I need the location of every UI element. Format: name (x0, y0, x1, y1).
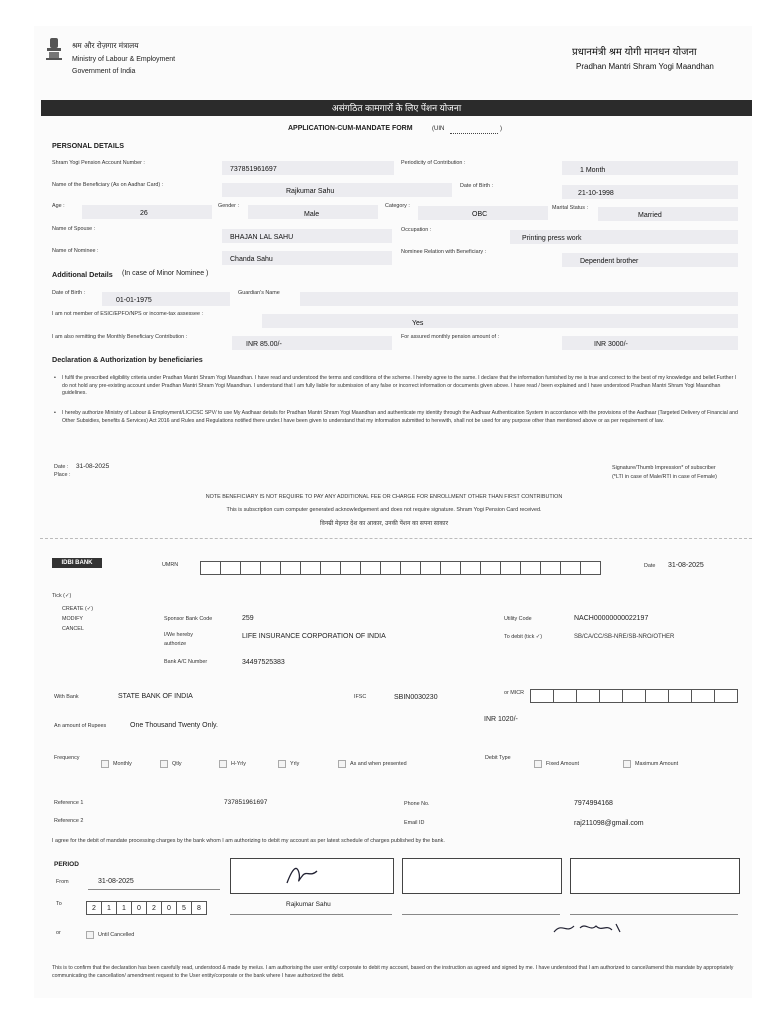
place-label: Place : (54, 472, 71, 478)
umrn-cell[interactable] (241, 561, 261, 575)
additional-note: (In case of Minor Nominee ) (122, 270, 209, 277)
minor-dob-label: Date of Birth : (52, 290, 85, 296)
until-cancelled-checkbox[interactable] (86, 931, 94, 939)
uin-field[interactable] (450, 133, 498, 134)
umrn-cell[interactable] (441, 561, 461, 575)
handwriting-mark-icon (550, 918, 630, 938)
pension-field[interactable] (562, 336, 738, 350)
personal-heading: PERSONAL DETAILS (52, 141, 125, 150)
occupation-label: Occupation : (401, 227, 432, 233)
freq-hyrly: H-Yrly (231, 761, 246, 767)
guardian-label: Guardian's Name (238, 290, 280, 296)
nominee-value: Chanda Sahu (230, 256, 273, 263)
max-amount: Maximum Amount (635, 761, 679, 767)
decl-date-label: Date : (54, 464, 69, 470)
to-digit: 5 (177, 901, 192, 915)
periodicity-label: Periodicity of Contribution : (401, 160, 466, 166)
umrn-cell[interactable] (321, 561, 341, 575)
signature-box-3[interactable] (570, 858, 740, 894)
micr-cell[interactable] (577, 689, 600, 703)
umrn-cell[interactable] (561, 561, 581, 575)
freq-asneeded-checkbox[interactable] (338, 760, 346, 768)
acct-value: 34497525383 (242, 659, 285, 666)
to-digit: 1 (102, 901, 117, 915)
amount-number: INR 1020/- (484, 716, 518, 723)
dob-label: Date of Birth : (460, 183, 493, 189)
utility-value: NACH00000000022197 (574, 615, 649, 622)
declaration-heading: Declaration & Authorization by beneficiaries (52, 355, 203, 364)
micr-cell[interactable] (600, 689, 623, 703)
freq-yrly-checkbox[interactable] (278, 760, 286, 768)
email-value: raj211098@gmail.com (574, 820, 644, 827)
fixed-amount-checkbox[interactable] (534, 760, 542, 768)
minor-dob-value: 01-01-1975 (116, 297, 152, 304)
gender-value: Male (304, 211, 320, 218)
agree-text: I agree for the debit of mandate processing charges by the bank whom I am authorizing to debit my account as per latest schedule of charges published by the bank. (52, 838, 445, 844)
signer-line-2 (402, 914, 560, 915)
max-amount-checkbox[interactable] (623, 760, 631, 768)
spouse-value: BHAJAN LAL SAHU (230, 234, 294, 241)
esic-label: I am not member of ESIC/EPFO/NPS or income-tax assessee : (52, 311, 203, 317)
or-label: or (56, 930, 61, 936)
umrn-cell[interactable] (261, 561, 281, 575)
umrn-cell[interactable] (381, 561, 401, 575)
declaration-para-1: I fulfil the prescribed eligibility criteria under Pradhan Mantri Shram Yogi Maandhan. I have read and understood the terms and conditions of the scheme. I hereby agree to the same. I declare that the information furnished by me is true and correct to the best of my knowledge and belief.Further I do not hold any pre-existing account under Pradhan Mantri Shram Yogi Maandhan. I understand that I am fully liable for submission of any false or incorrect information or documents given above. I have read / been explained and I have understood Pradhan Mantri Shram Yogi Maandhan guidelines. (62, 375, 737, 397)
guardian-field[interactable] (300, 292, 738, 306)
umrn-cell[interactable] (341, 561, 361, 575)
fixed-amount: Fixed Amount (546, 761, 579, 767)
phone-value: 7974994168 (574, 800, 613, 807)
from-value: 31-08-2025 (98, 878, 134, 885)
freq-qtly-checkbox[interactable] (160, 760, 168, 768)
withbank-label: With Bank (54, 694, 79, 700)
from-label: From (56, 879, 69, 885)
esic-field[interactable] (262, 314, 738, 328)
bullet-2: • (54, 410, 56, 416)
ref2-label: Reference 2 (54, 818, 84, 824)
mandate-divider (40, 538, 752, 539)
to-date-boxes[interactable] (86, 901, 207, 915)
from-underline (88, 889, 220, 890)
authorize-label: I/We hereby (164, 632, 193, 638)
micr-cell[interactable] (646, 689, 669, 703)
remit-label: I am also remitting the Monthly Beneficiary Contribution : (52, 334, 188, 340)
ref1-label: Reference 1 (54, 800, 84, 806)
spouse-label: Name of Spouse : (52, 226, 96, 232)
signature-box-1[interactable] (230, 858, 394, 894)
signature-note: (*LTI in case of Male/RTI in case of Female) (612, 474, 717, 480)
marital-label: Marital Status : (552, 205, 588, 211)
tick-label: Tick (✓) (52, 593, 72, 599)
freq-yrly: Yrly (290, 761, 300, 767)
micr-cell[interactable] (554, 689, 577, 703)
nominee-label: Name of Nominee : (52, 248, 99, 254)
ministry-name: Ministry of Labour & Employment (72, 56, 176, 63)
freq-asneeded: As and when presented (350, 761, 407, 767)
dob-value: 21-10-1998 (578, 190, 614, 197)
banner-text: असंगठित कामगारों के लिए पेंशन योजना (331, 103, 462, 113)
frequency-label: Frequency (54, 755, 80, 761)
esic-value: Yes (412, 320, 424, 327)
marital-field[interactable] (598, 207, 738, 221)
additional-heading: Additional Details (52, 270, 113, 279)
signer-line-1 (230, 914, 392, 915)
micr-cell[interactable] (669, 689, 692, 703)
signer-name: Rajkumar Sahu (286, 901, 331, 908)
modify-option[interactable]: MODIFY (62, 616, 83, 622)
cancel-option[interactable]: CANCEL (62, 626, 84, 632)
category-value: OBC (472, 211, 488, 218)
freq-monthly: Monthly (113, 761, 132, 767)
umrn-cell[interactable] (501, 561, 521, 575)
period-label: PERIOD (54, 861, 79, 868)
micr-cell[interactable] (531, 689, 554, 703)
uin-close: ) (500, 126, 502, 132)
account-value: 737851961697 (230, 166, 277, 173)
remit-value: INR 85.00/- (246, 341, 282, 348)
marital-value: Married (638, 212, 662, 219)
sponsor-label: Sponsor Bank Code (164, 616, 213, 622)
micr-cell[interactable] (623, 689, 646, 703)
to-digit: 0 (162, 901, 177, 915)
declaration-para-2: I hereby authorize Ministry of Labour & Employment/LIC/CSC SPV/ to use My Aadhaar details for Pradhan Mantri Shram Yogi Maandhan and authenticate my identity through the Aadhaar Authentication System in accordance with the provisions of the Aadhaar (Targeted Delivery of Financial and Other Subsidies, benefits & Services) Act 2016 and Rules and Regulations notified there under.I have been given to understand that my information submitted to herewith, shall not be used for any purpose other than mentioned above or as per requirement of law. (62, 410, 738, 424)
authorize-value: LIFE INSURANCE CORPORATION OF INDIA (242, 633, 386, 640)
to-digit: 2 (147, 901, 162, 915)
umrn-cell[interactable] (581, 561, 601, 575)
phone-label: Phone No. (404, 801, 430, 807)
periodicity-value: 1 Month (580, 167, 606, 174)
category-label: Category : (385, 203, 410, 209)
until-cancelled: Until Cancelled (98, 932, 135, 938)
idbi-logo-text: IDBI BANK (61, 560, 93, 566)
scheme-english: Pradhan Mantri Shram Yogi Maandhan (576, 62, 714, 71)
micr-cell[interactable] (715, 689, 738, 703)
name-value: Rajkumar Sahu (286, 188, 335, 195)
signature-box-2[interactable] (402, 858, 562, 894)
relation-label: Nominee Relation with Beneficiary : (401, 249, 487, 255)
umrn-boxes[interactable] (200, 561, 601, 575)
name-label: Name of the Beneficiary (As on Aadhar Card) : (52, 182, 164, 188)
authorize-label-2: authorize (164, 641, 187, 647)
create-option[interactable]: CREATE (✓) (62, 606, 94, 612)
signature-icon (283, 863, 323, 889)
umrn-cell[interactable] (301, 561, 321, 575)
amount-words: One Thousand Twenty Only. (130, 722, 218, 729)
occupation-value: Printing press work (522, 235, 582, 242)
account-label: Shram Yogi Pension Account Number : (52, 160, 145, 166)
sponsor-value: 259 (242, 615, 254, 622)
form-title: APPLICATION-CUM-MANDATE FORM (288, 125, 413, 132)
umrn-cell[interactable] (541, 561, 561, 575)
amount-label: An amount of Rupees (54, 723, 107, 729)
umrn-cell[interactable] (201, 561, 221, 575)
ifsc-value: SBIN0030230 (394, 694, 438, 701)
banner (41, 100, 752, 116)
freq-hyrly-checkbox[interactable] (219, 760, 227, 768)
umrn-cell[interactable] (481, 561, 501, 575)
decl-date-value: 31-08-2025 (76, 463, 110, 470)
signer-line-3 (570, 914, 738, 915)
idbi-logo (52, 558, 102, 568)
debit-type-label: Debit Type (485, 755, 511, 761)
micr-cell[interactable] (692, 689, 715, 703)
to-digit: 0 (132, 901, 147, 915)
umrn-cell[interactable] (281, 561, 301, 575)
emblem-icon (44, 36, 64, 62)
mandate-date-label: Date (644, 563, 656, 569)
note-ack: This is subscription cum computer generated acknowledgement and does not require signature. Shram Yogi Pension Card received. (226, 507, 542, 513)
age-value: 26 (140, 210, 148, 217)
gender-label: Gender : (218, 203, 239, 209)
micr-label: or MICR (504, 690, 525, 696)
utility-label: Utility Code (504, 616, 532, 622)
freq-qtly: Qtly (172, 761, 182, 767)
uin-label: (UIN (432, 126, 445, 132)
note-fee: NOTE BENEFICIARY IS NOT REQUIRE TO PAY ANY ADDITIONAL FEE OR CHARGE FOR ENROLLMENT OTHER THAN FIRST CONTRIBUTION (205, 494, 563, 500)
umrn-cell[interactable] (461, 561, 481, 575)
ifsc-label: IFSC (354, 694, 367, 700)
pension-value: INR 3000/- (594, 341, 628, 348)
debit-label: To debit (tick ✓) (504, 634, 543, 640)
name-field[interactable] (222, 183, 452, 197)
umrn-cell[interactable] (221, 561, 241, 575)
signature-label: Signature/Thumb Impression* of subscriber (612, 465, 716, 471)
mandate-date-value: 31-08-2025 (668, 562, 704, 569)
umrn-cell[interactable] (361, 561, 381, 575)
ref1-value: 737851961697 (224, 799, 268, 806)
to-digit: 8 (192, 901, 207, 915)
to-label: To (56, 901, 62, 907)
freq-monthly-checkbox[interactable] (101, 760, 109, 768)
email-label: Email ID (404, 820, 425, 826)
umrn-cell[interactable] (421, 561, 441, 575)
withbank-value: STATE BANK OF INDIA (118, 693, 193, 700)
pension-label: For assured monthly pension amount of : (401, 334, 499, 340)
mandate-footer: This is to confirm that the declaration has been carefully read, understood & made by me/us. I am authorising the user entity/ corporate to debit my account, based on the instruction as agreed and signed by me. I have understood that I am authorized to cancel/amend this mandate by appropriately communicating the cancellation/ amendment request to the User entity/corporate or the bank where I have authorized the debit. (52, 965, 734, 979)
to-digit: 2 (87, 901, 102, 915)
to-digit: 1 (117, 901, 132, 915)
acct-label: Bank A/C Number (164, 659, 208, 665)
relation-value: Dependent brother (580, 258, 639, 265)
scheme-hindi: प्रधानमंत्री श्रम योगी मानधन योजना (572, 47, 697, 58)
government-name: Government of India (72, 68, 136, 75)
note-slogan: विनम्री मेहनत देश का आकार, उनकी पेंशन का सपना साकार (319, 521, 449, 527)
bullet-1: • (54, 375, 56, 381)
age-label: Age : (52, 203, 65, 209)
micr-boxes[interactable] (530, 689, 738, 703)
umrn-cell[interactable] (401, 561, 421, 575)
debit-value[interactable]: SB/CA/CC/SB-NRE/SB-NRO/OTHER (574, 634, 675, 640)
ministry-hindi: श्रम और रोज़गार मंत्रालय (72, 41, 139, 50)
umrn-cell[interactable] (521, 561, 541, 575)
umrn-label: UMRN (162, 562, 179, 568)
